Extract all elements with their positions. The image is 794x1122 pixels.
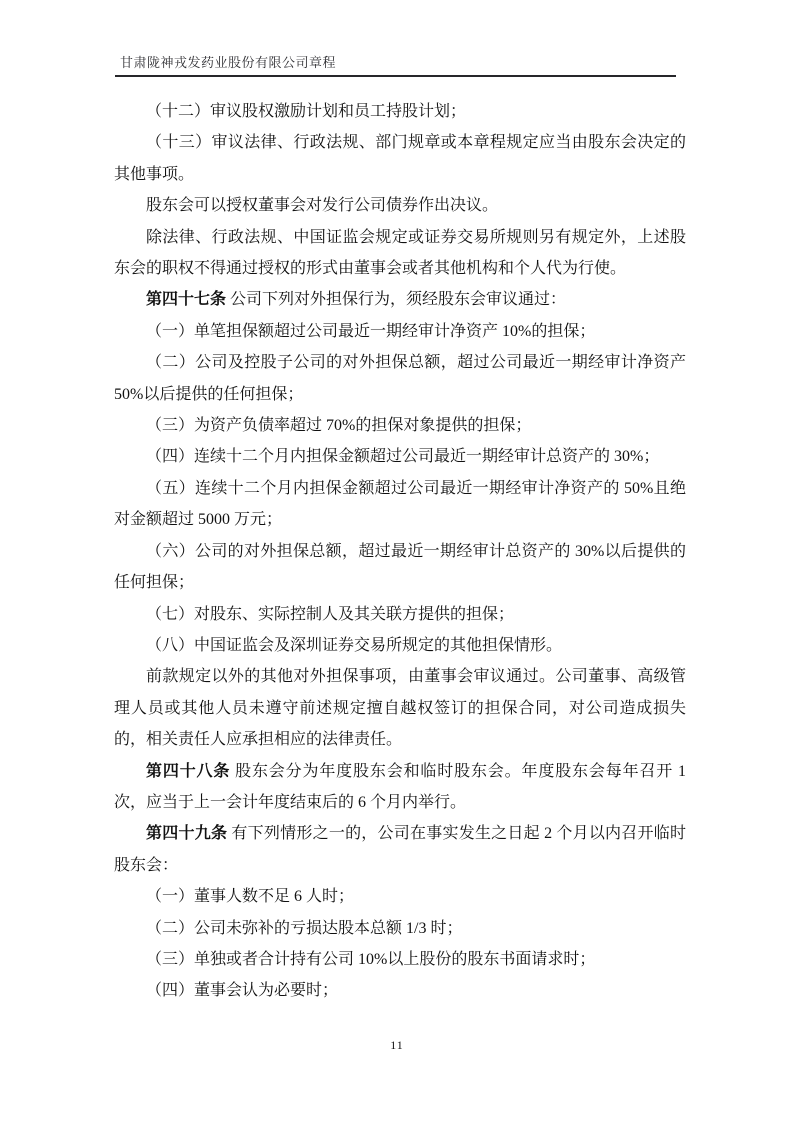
- article-number: 第四十七条: [146, 291, 227, 309]
- paragraph: 第四十七条 公司下列对外担保行为，须经股东会审议通过：: [146, 291, 567, 309]
- paragraph: （四）董事会认为必要时；: [146, 982, 339, 1000]
- paragraph: （二）公司及控股子公司的对外担保总额，超过公司最近一期经审计净资产 50%以后提供的任何担保；: [114, 354, 686, 403]
- header-title: 甘肃陇神戎发药业股份有限公司章程: [120, 55, 337, 70]
- paragraph: （七）对股东、实际控制人及其关联方提供的担保；: [146, 605, 515, 623]
- paragraph: 第四十八条 股东会分为年度股东会和临时股东会。年度股东会每年召开 1 次，应当于上一会计年度结束后的 6 个月内举行。: [114, 762, 686, 811]
- page-header: [115, 54, 676, 77]
- page-footer: [0, 1036, 794, 1054]
- paragraph: 前款规定以外的其他对外担保事项，由董事会审议通过。公司董事、高级管理人员或其他人员未遵守前述规定擅自越权签订的担保合同，对公司造成损失的，相关责任人应承担相应的法律责任。: [114, 668, 686, 749]
- paragraph: （十二）审议股权激励计划和员工持股计划；: [146, 103, 467, 120]
- paragraph: （十三）审议法律、行政法规、部门规章或本章程规定应当由股东会决定的其他事项。: [114, 134, 686, 183]
- paragraph: （四）连续十二个月内担保金额超过公司最近一期经审计总资产的 30%；: [146, 448, 660, 466]
- article-number: 第四十九条: [146, 825, 228, 843]
- paragraph: 第四十九条 有下列情形之一的，公司在事实发生之日起 2 个月以内召开临时股东会：: [114, 825, 686, 874]
- paragraph: （三）单独或者合计持有公司 10%以上股份的股东书面请求时；: [146, 950, 596, 968]
- paragraph: 股东会可以授权董事会对发行公司债券作出决议。: [146, 197, 499, 215]
- paragraph: （一）董事人数不足 6 人时；: [146, 888, 355, 906]
- article-number: 第四十八条: [146, 762, 231, 780]
- paragraph: （六）公司的对外担保总额，超过最近一期经审计总资产的 30%以后提供的任何担保；: [114, 542, 686, 592]
- document-body: [114, 96, 686, 1007]
- paragraph: （三）为资产负债率超过 70%的担保对象提供的担保；: [146, 417, 532, 435]
- page-number: 11: [390, 1038, 404, 1052]
- paragraph: （一）单笔担保额超过公司最近一期经审计净资产 10%的担保；: [146, 322, 596, 340]
- paragraph: （八）中国证监会及深圳证券交易所规定的其他担保情形。: [146, 636, 563, 654]
- paragraph: （五）连续十二个月内担保金额超过公司最近一期经审计净资产的 50%且绝对金额超过 5000 万元；: [114, 479, 686, 529]
- paragraph: （二）公司未弥补的亏损达股本总额 1/3 时；: [146, 919, 463, 937]
- paragraph: 除法律、行政法规、中国证监会规定或证券交易所规则另有规定外，上述股东会的职权不得通过授权的形式由董事会或者其他机构和个人代为行使。: [114, 228, 686, 278]
